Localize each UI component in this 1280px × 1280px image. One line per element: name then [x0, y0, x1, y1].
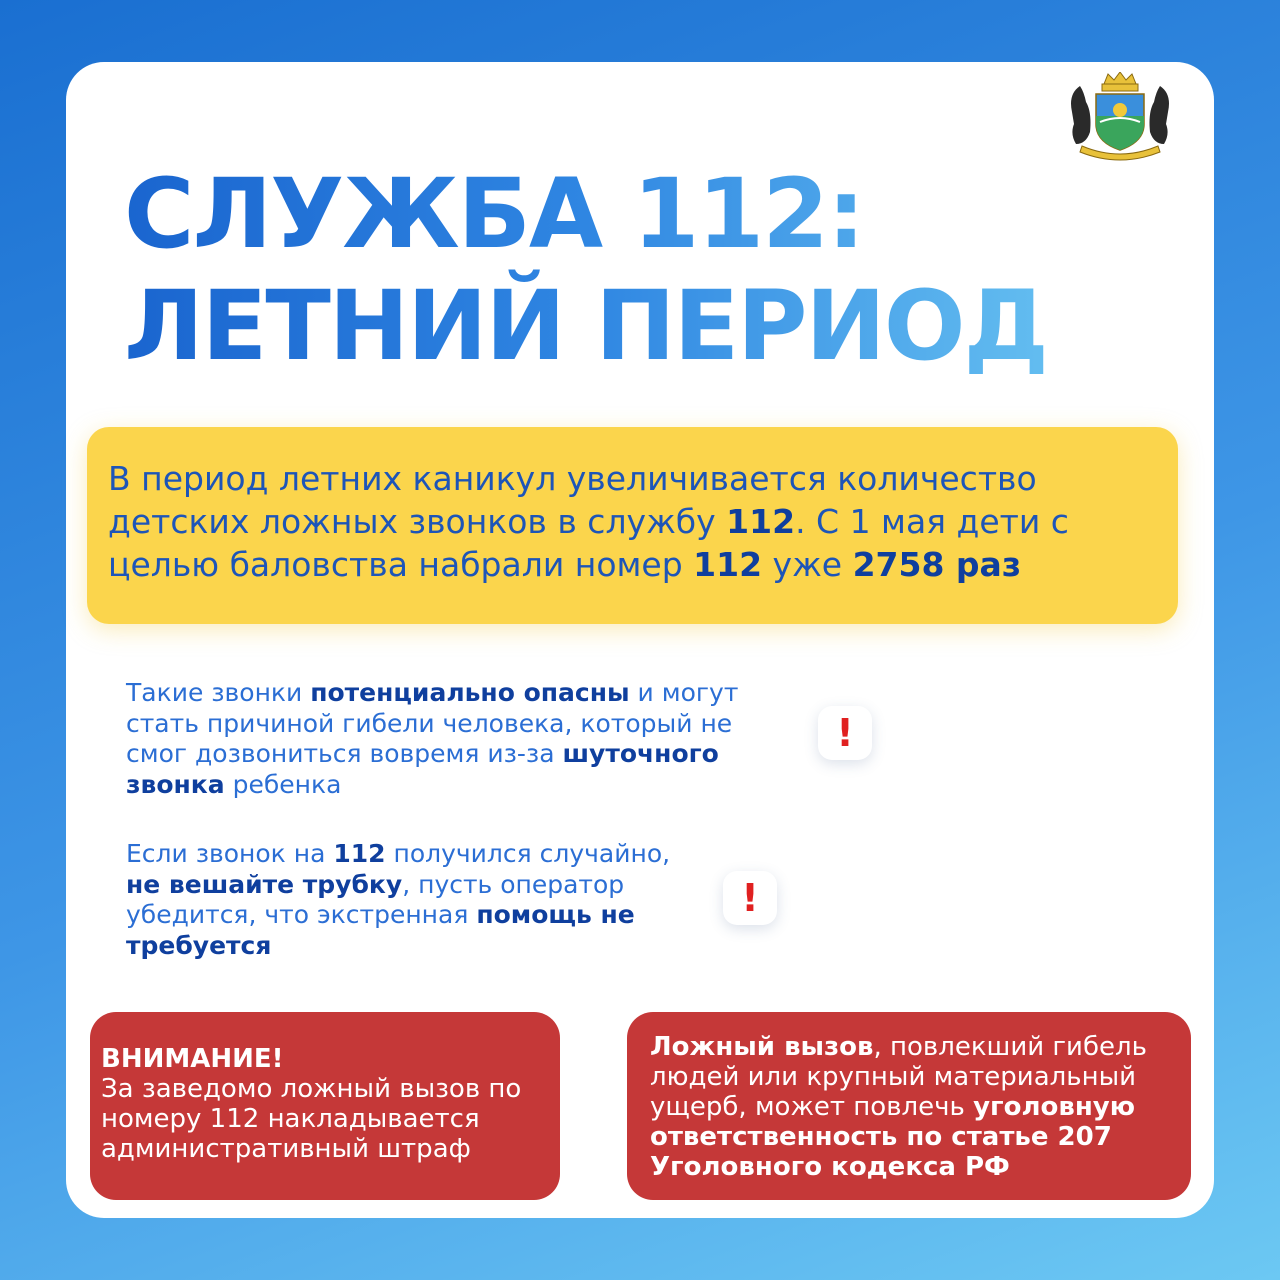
info-bold: 112	[333, 839, 386, 868]
info-text-part: и могут стать причиной гибели человека, который не смог дозвониться вовремя из-за	[126, 678, 739, 768]
info-bold: потенциально опасны	[310, 678, 630, 707]
page-title	[124, 158, 1047, 382]
info-paragraph-dangerous	[126, 678, 786, 800]
title-line-1: СЛУЖБА 112:	[124, 158, 864, 270]
intro-text-part: В период летних каникул увеличивается количество детских ложных звонков в службу	[108, 459, 1037, 541]
info-text-part: Если звонок на	[126, 839, 334, 868]
info-text-part: получился случайно,	[385, 839, 671, 868]
intro-text-part: уже	[762, 545, 853, 584]
tyumen-coat-of-arms-icon	[1064, 72, 1176, 166]
liability-box	[627, 1012, 1191, 1200]
warning-box	[90, 1012, 560, 1200]
title-line-2: ЛЕТНИЙ ПЕРИОД	[124, 270, 1047, 382]
intro-text-part: . С 1 мая дети с целью баловства набрали номер	[108, 502, 1069, 584]
warning-body: За заведомо ложный вызов по номеру 112 накладывается административный штраф	[101, 1074, 522, 1164]
info-bold: не вешайте трубку	[126, 869, 403, 899]
info-bold: помощь не требуется	[126, 900, 635, 960]
info-bold: шуточного звонка	[126, 739, 719, 799]
liability-bold: Ложный вызов	[650, 1032, 874, 1062]
liability-text-part: , повлекший гибель людей или крупный материальный ущерб, может повлечь	[650, 1032, 1147, 1122]
info-paragraph-accidental	[126, 839, 686, 961]
liability-text	[650, 1032, 1180, 1182]
intro-number-112: 112	[693, 545, 763, 584]
intro-text	[108, 457, 1168, 586]
intro-call-count: 2758 раз	[852, 545, 1021, 584]
exclamation-icon: !	[723, 871, 777, 925]
info-text-part: , пусть оператор убедится, что экстренная	[126, 869, 625, 929]
warning-heading: ВНИМАНИЕ!	[101, 1044, 284, 1074]
intro-number-112: 112	[726, 502, 796, 541]
info-text-part: ребенка	[224, 769, 342, 799]
info-text-part: Такие звонки	[126, 678, 311, 707]
exclamation-icon: !	[818, 706, 872, 760]
warning-text	[101, 1044, 556, 1164]
intro-callout	[87, 427, 1178, 624]
liability-bold: уголовную ответственность по статье 207 Уголовного кодекса РФ	[650, 1092, 1136, 1182]
